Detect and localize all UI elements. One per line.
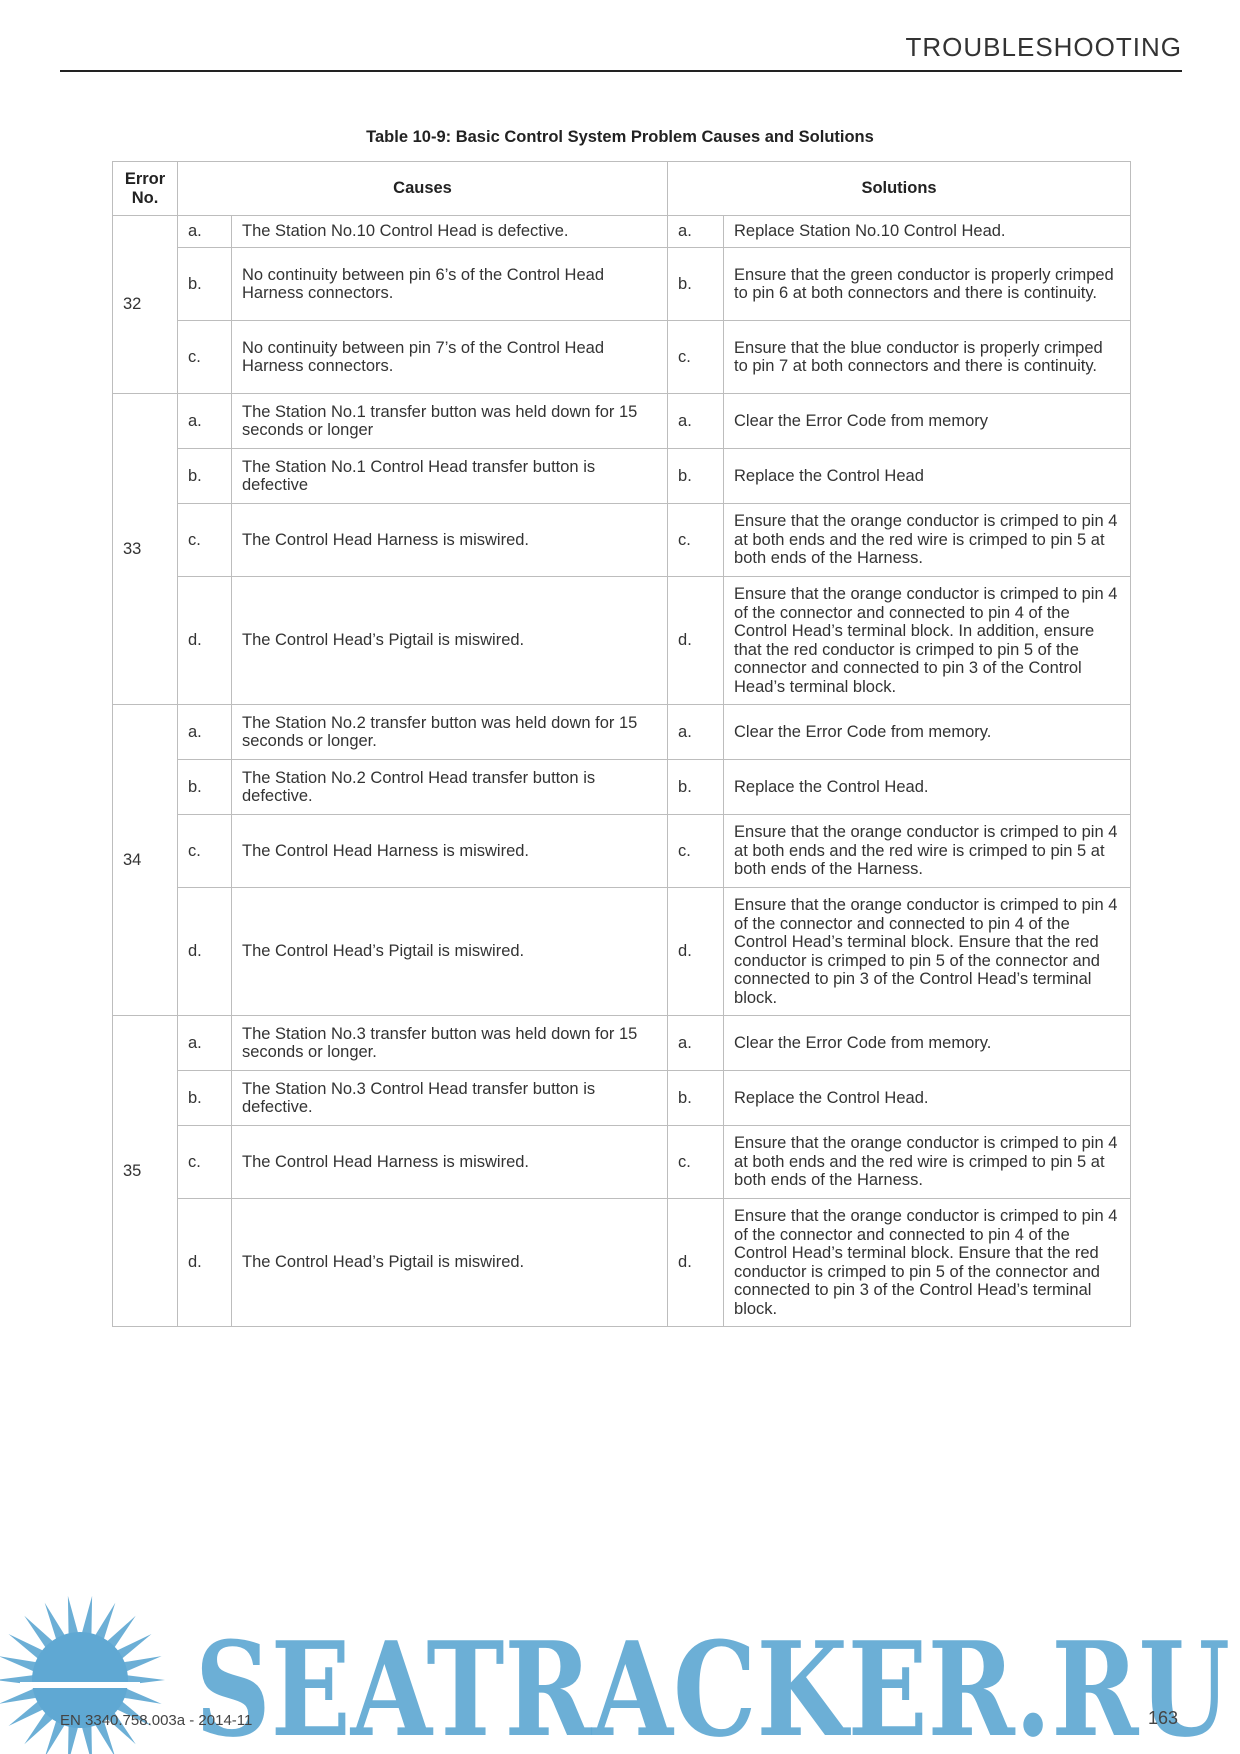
solution-text: Replace the Control Head. xyxy=(724,760,1131,815)
cause-text: The Control Head Harness is miswired. xyxy=(232,504,668,577)
solution-letter: a. xyxy=(668,394,724,449)
table-row xyxy=(113,577,1131,705)
cause-text: The Station No.2 transfer button was held down for 15 seconds or longer. xyxy=(232,705,668,760)
table-caption: Table 10-9: Basic Control System Problem Causes and Solutions xyxy=(366,128,874,146)
table-row xyxy=(113,815,1131,888)
table-row xyxy=(113,449,1131,504)
cause-text: The Station No.1 transfer button was held down for 15 seconds or longer xyxy=(232,394,668,449)
solution-letter: c. xyxy=(668,815,724,888)
table-row xyxy=(113,216,1131,248)
cause-letter: a. xyxy=(178,1016,232,1071)
sun-logo-icon xyxy=(0,1596,165,1754)
table-row xyxy=(113,394,1131,449)
section-title: TROUBLESHOOTING xyxy=(905,32,1182,62)
cause-text: The Control Head’s Pigtail is miswired. xyxy=(232,577,668,705)
solution-letter: d. xyxy=(668,1199,724,1327)
cause-letter: a. xyxy=(178,216,232,248)
solution-text: Ensure that the orange conductor is crimped to pin 4 at both ends and the red wire is crimped to pin 5 at both ends of the Harness. xyxy=(724,504,1131,577)
cause-letter: c. xyxy=(178,1126,232,1199)
cause-text: The Control Head Harness is miswired. xyxy=(232,815,668,888)
error-number: 33 xyxy=(113,394,178,705)
cause-text: No continuity between pin 6’s of the Control Head Harness connectors. xyxy=(232,248,668,321)
table-row xyxy=(113,248,1131,321)
page-number: 163 xyxy=(1147,1708,1178,1728)
cause-letter: d. xyxy=(178,1199,232,1327)
solution-letter: c. xyxy=(668,321,724,394)
solution-letter: a. xyxy=(668,1016,724,1071)
solutions-header: Solutions xyxy=(668,162,1131,216)
table-row xyxy=(113,1071,1131,1126)
cause-letter: c. xyxy=(178,815,232,888)
solution-letter: c. xyxy=(668,504,724,577)
header-rule xyxy=(60,70,1182,72)
document-id: EN 3340.758.003a - 2014-11 xyxy=(60,1712,253,1729)
cause-text: The Control Head Harness is miswired. xyxy=(232,1126,668,1199)
solution-text: Ensure that the orange conductor is crimped to pin 4 of the connector and connected to pin 4 of the Control Head’s terminal block. Ensure that the red conductor is crimped to pin 5 of the connector and connected to pin 3 of the Control Head’s terminal block. xyxy=(724,888,1131,1016)
table-row xyxy=(113,705,1131,760)
cause-text: The Control Head’s Pigtail is miswired. xyxy=(232,1199,668,1327)
error-no-header: Error No. xyxy=(113,162,178,216)
solution-text: Ensure that the orange conductor is crimped to pin 4 of the connector and connected to pin 4 of the Control Head’s terminal block. Ensure that the red conductor is crimped to pin 5 of the connector and connected to pin 3 of the Control Head’s terminal block. xyxy=(724,1199,1131,1327)
solution-letter: a. xyxy=(668,705,724,760)
causes-header: Causes xyxy=(178,162,668,216)
error-number: 35 xyxy=(113,1016,178,1327)
solution-text: Clear the Error Code from memory xyxy=(724,394,1131,449)
table-row xyxy=(113,760,1131,815)
solution-letter: c. xyxy=(668,1126,724,1199)
solution-text: Replace the Control Head xyxy=(724,449,1131,504)
cause-letter: b. xyxy=(178,760,232,815)
table-row xyxy=(113,1016,1131,1071)
solution-text: Clear the Error Code from memory. xyxy=(724,705,1131,760)
solution-letter: b. xyxy=(668,449,724,504)
cause-letter: b. xyxy=(178,248,232,321)
cause-letter: a. xyxy=(178,394,232,449)
solution-text: Ensure that the green conductor is properly crimped to pin 6 at both connectors and there is continuity. xyxy=(724,248,1131,321)
table-body xyxy=(113,216,1131,1327)
troubleshooting-table xyxy=(112,161,1131,1327)
solution-text: Ensure that the orange conductor is crimped to pin 4 of the connector and connected to pin 4 of the Control Head’s terminal block. In addition, ensure that the red conductor is crimped to pin 5 of the connector and connected to pin 3 of the Control Head’s terminal block. xyxy=(724,577,1131,705)
solution-letter: a. xyxy=(668,216,724,248)
table-row xyxy=(113,888,1131,1016)
cause-letter: d. xyxy=(178,577,232,705)
cause-letter: c. xyxy=(178,504,232,577)
cause-text: The Station No.1 Control Head transfer button is defective xyxy=(232,449,668,504)
cause-letter: b. xyxy=(178,1071,232,1126)
solution-letter: b. xyxy=(668,248,724,321)
solution-text: Ensure that the blue conductor is properly crimped to pin 7 at both connectors and there is continuity. xyxy=(724,321,1131,394)
solution-letter: b. xyxy=(668,1071,724,1126)
error-number: 32 xyxy=(113,216,178,394)
error-number: 34 xyxy=(113,705,178,1016)
solution-letter: d. xyxy=(668,577,724,705)
cause-text: The Station No.3 transfer button was held down for 15 seconds or longer. xyxy=(232,1016,668,1071)
cause-text: The Control Head’s Pigtail is miswired. xyxy=(232,888,668,1016)
solution-text: Clear the Error Code from memory. xyxy=(724,1016,1131,1071)
cause-letter: d. xyxy=(178,888,232,1016)
cause-letter: c. xyxy=(178,321,232,394)
table-row xyxy=(113,1199,1131,1327)
cause-text: The Station No.10 Control Head is defective. xyxy=(232,216,668,248)
table-row xyxy=(113,504,1131,577)
cause-text: No continuity between pin 7’s of the Control Head Harness connectors. xyxy=(232,321,668,394)
cause-letter: a. xyxy=(178,705,232,760)
solution-text: Replace Station No.10 Control Head. xyxy=(724,216,1131,248)
cause-text: The Station No.3 Control Head transfer button is defective. xyxy=(232,1071,668,1126)
table-row xyxy=(113,321,1131,394)
solution-text: Replace the Control Head. xyxy=(724,1071,1131,1126)
cause-letter: b. xyxy=(178,449,232,504)
cause-text: The Station No.2 Control Head transfer button is defective. xyxy=(232,760,668,815)
table-row xyxy=(113,1126,1131,1199)
solution-text: Ensure that the orange conductor is crimped to pin 4 at both ends and the red wire is crimped to pin 5 at both ends of the Harness. xyxy=(724,815,1131,888)
solution-letter: b. xyxy=(668,760,724,815)
watermark-text: SEATRACKER.RU xyxy=(195,1613,1230,1754)
solution-letter: d. xyxy=(668,888,724,1016)
table-header-row xyxy=(113,162,1131,216)
solution-text: Ensure that the orange conductor is crimped to pin 4 at both ends and the red wire is crimped to pin 5 at both ends of the Harness. xyxy=(724,1126,1131,1199)
